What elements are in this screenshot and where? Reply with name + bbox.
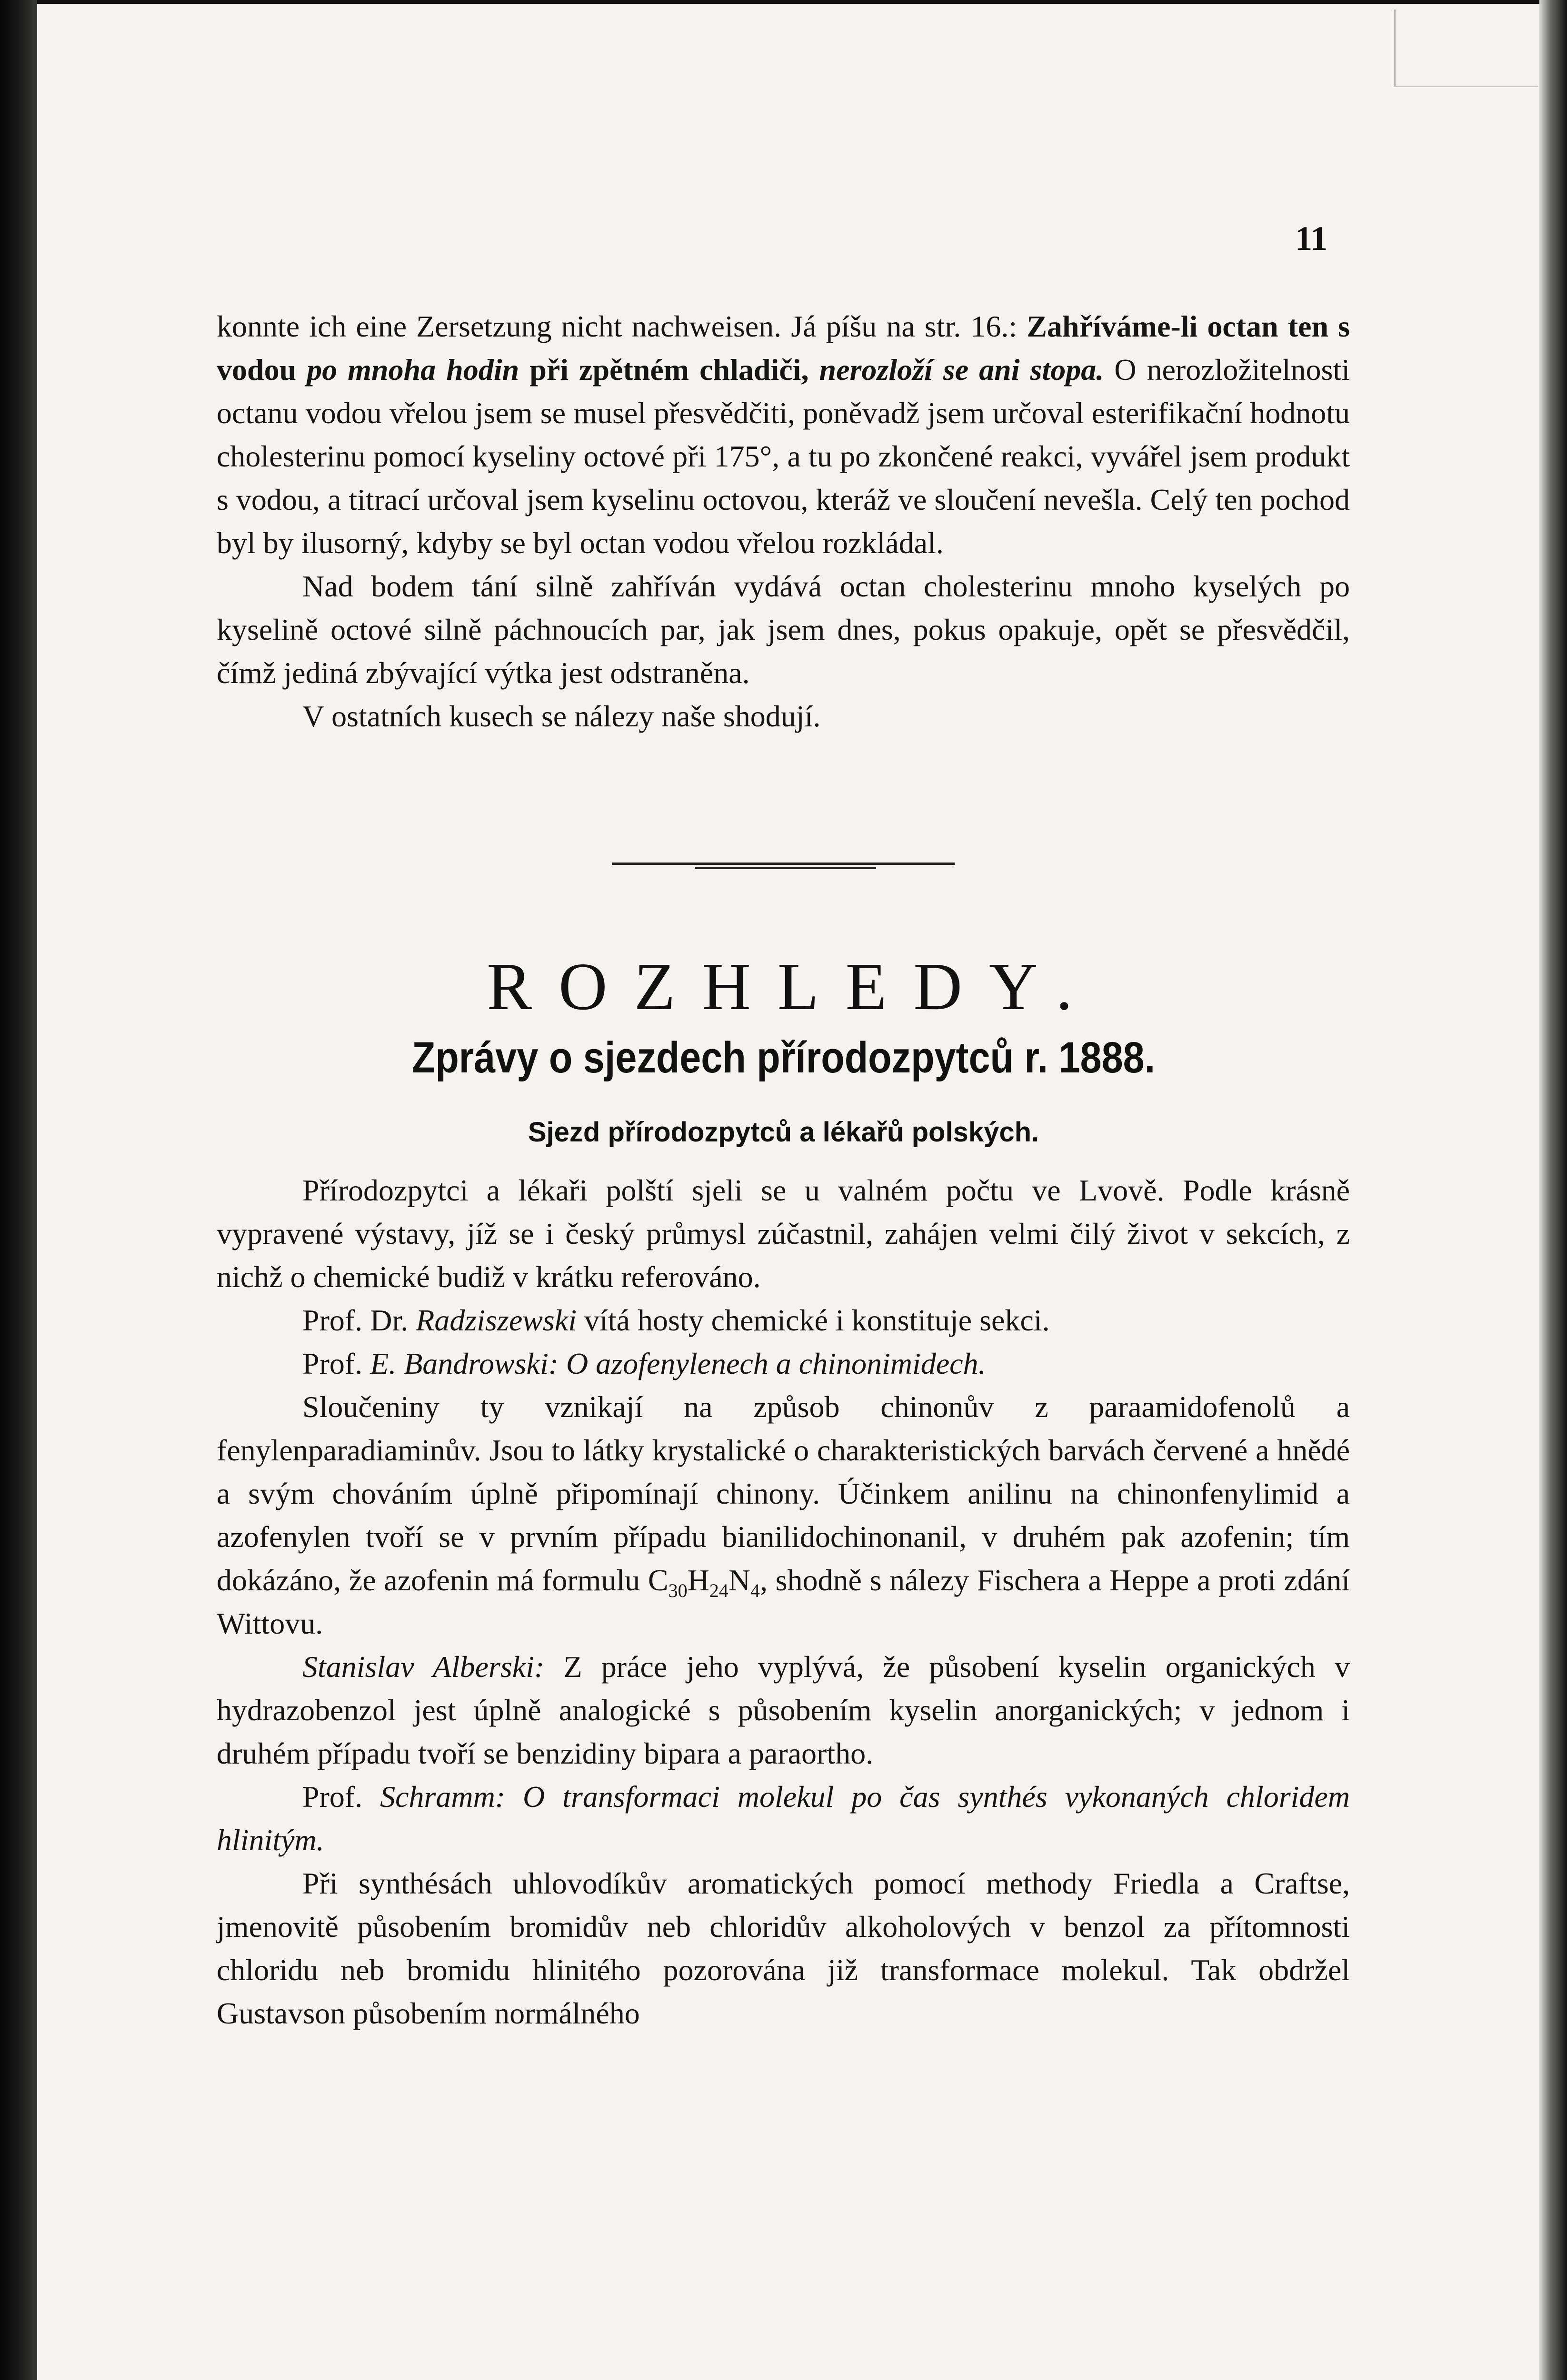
article-text-block xyxy=(217,1169,1350,2035)
author-name: Schramm: xyxy=(380,1780,506,1814)
paragraph-bandrowski xyxy=(217,1342,1350,1385)
text-run: Prof. xyxy=(302,1780,380,1814)
formula-subscript: 24 xyxy=(709,1580,729,1601)
formula-element: N xyxy=(728,1563,750,1597)
formula-subscript: 4 xyxy=(750,1580,760,1601)
divider-rule-inner xyxy=(695,867,876,869)
formula-subscript: 30 xyxy=(668,1580,688,1601)
author-name: Radziszewski xyxy=(416,1303,577,1337)
top-text-block xyxy=(217,305,1350,738)
paragraph-intro: Přírodozpytci a lékaři polští sjeli se u valném počtu ve Lvově. Podle krásně vypravené výstavy, jíž se i český průmysl zúčastnil, zahájen velmi čilý život v sekcích, z nichž o chemické budiž v krátku referováno. xyxy=(217,1173,1350,1294)
section-subtitle-2: Sjezd přírodozpytců a lékařů polských. xyxy=(528,1117,1039,1148)
text-run: , shodně s nálezy Fischera a Heppe a proti zdání Wittovu. xyxy=(217,1563,1350,1640)
paragraph-3: V ostatních kusech se nálezy naše shodují. xyxy=(302,699,821,733)
divider-rule xyxy=(612,863,955,865)
formula-element: H xyxy=(687,1563,709,1597)
author-name: Stanislav Alberski: xyxy=(302,1650,545,1684)
paragraph-alberski xyxy=(217,1645,1350,1775)
scan-edge-left xyxy=(0,0,37,2380)
paragraph-radziszewski xyxy=(217,1299,1350,1342)
text-run-italic: nerozloží se ani stopa. xyxy=(819,353,1104,387)
text-run-bold: při zpětném chladiči, xyxy=(519,353,819,387)
paragraph-sloucheniny xyxy=(217,1385,1350,1645)
text-run: Prof. xyxy=(302,1347,370,1380)
paragraph-last: Při synthésách uhlovodíkův aromatických pomocí methody Friedla a Craftse, jmenovitě působením bromidův neb chloridův alkoholových v benzol za přítomnosti chloridu neb bromidu hlinitého pozorována již transformace molekul. Tak obdržel Gustavson působením normálného xyxy=(217,1866,1350,2030)
talk-title: O azofenylenech a chinonimidech. xyxy=(559,1347,986,1380)
talk-title: O transformaci molekul po čas synthés vykonaných chloridem hlinitým. xyxy=(217,1780,1350,1857)
paragraph-schramm xyxy=(217,1775,1350,1862)
section-title: ROZHLEDY. xyxy=(487,949,1099,1024)
text-run: O nerozložitelnosti octanu vodou vřelou jsem se musel přesvědčiti, poněvadž jsem určoval esterifikační hodnotu cholesterinu pomocí kyseliny octové při 175°, a tu po zkončené reakci, vyvářel jsem produkt s vodou, a titrací určoval jsem kyselinu octovou, kteráž ve sloučení nevešla. Celý ten pochod byl by ilusorný, kdyby se byl octan vodou vřelou rozkládal. xyxy=(217,353,1350,560)
text-run: Z práce jeho vyplývá, že působení kyselin organických v hydrazobenzol jest úplně analogické s působením kyselin anorganických; v jednom i druhém případu tvoří se benzidiny bipara a paraortho. xyxy=(217,1650,1350,1770)
paragraph-2: Nad bodem tání silně zahříván vydává octan cholesterinu mnoho kyselých po kyselině octové silně páchnoucích par, jak jsem dnes, pokus opakuje, opět se přesvědčil, čímž jediná zbývající výtka jest odstraněna. xyxy=(217,569,1350,690)
paragraph-continuation xyxy=(217,305,1350,565)
text-run-bold: Zahříváme-li octan ten s vodou xyxy=(217,309,1350,387)
text-run-italic: po mnoha hodin xyxy=(307,353,519,387)
corner-mark xyxy=(1394,10,1538,87)
scan-edge-right xyxy=(1539,0,1567,2380)
section-subtitle: Zprávy o sjezdech přírodozpytců r. 1888. xyxy=(411,1033,1156,1082)
text-run: konnte ich eine Zersetzung nicht nachweisen. Já píšu na str. 16.: xyxy=(217,309,1027,343)
author-name: E. Bandrowski: xyxy=(370,1347,559,1380)
page-number: 11 xyxy=(1295,219,1328,258)
text-run: Prof. Dr. xyxy=(302,1303,416,1337)
text-run: Sloučeniny ty vznikají na způsob chinonův z paraamidofenolů a fenylenparadiaminův. Jsou to látky krystalické o charakteristických barvách červené a hnědé a svým chováním úplně připomínají chinony. Účinkem anilinu na chinonfenylimid a azofenylen tvoří se v prvním případu bianilidochinonanil, v druhém pak azofenin; tím dokázáno, že azofenin má formulu C xyxy=(217,1390,1350,1597)
text-run: vítá hosty chemické i konstituje sekci. xyxy=(577,1303,1050,1337)
